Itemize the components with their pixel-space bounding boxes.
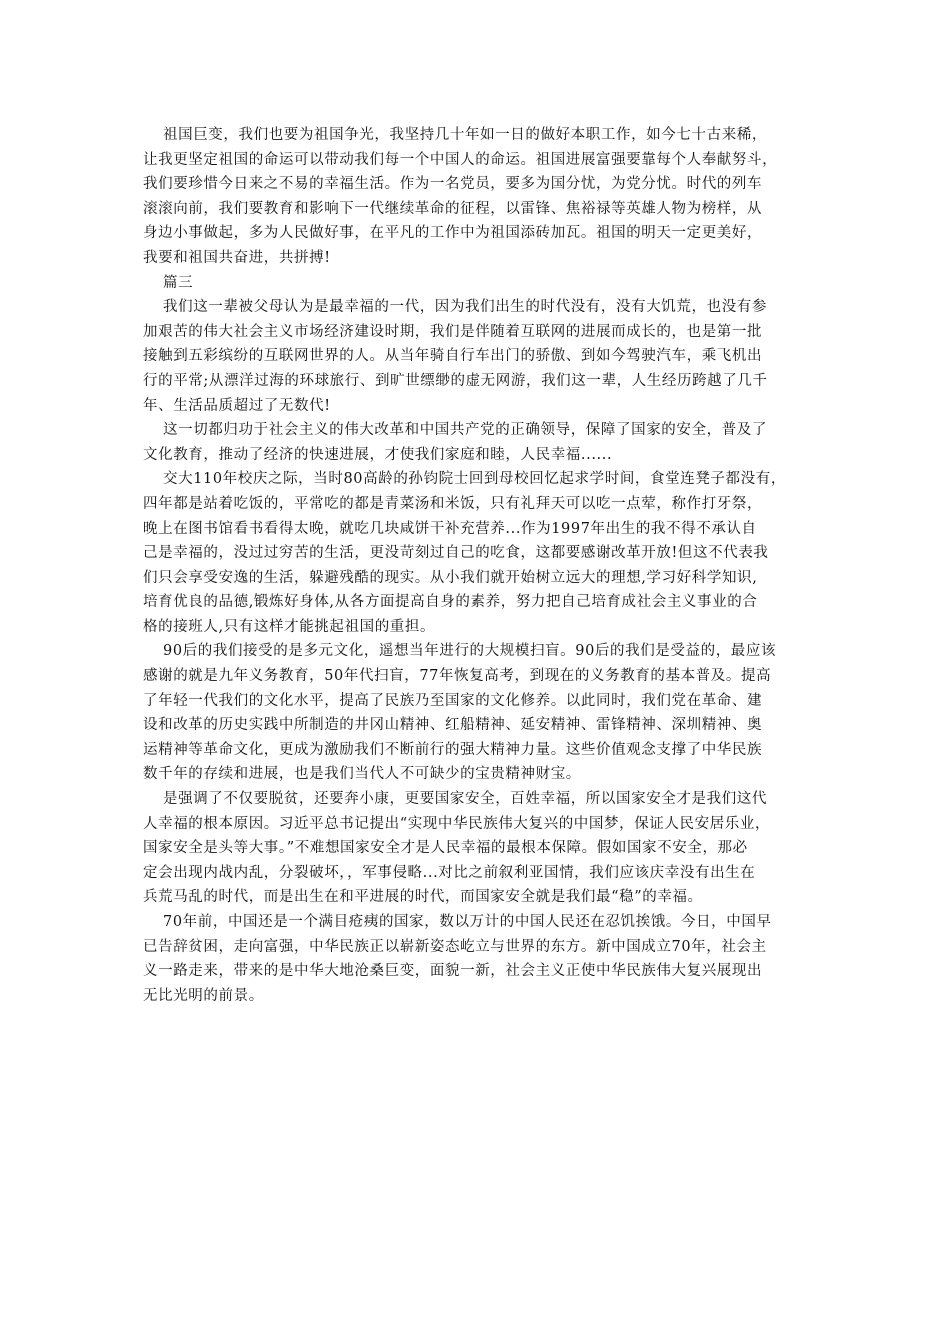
text-line: 格的接班人,只有这样才能挑起祖国的重担。 xyxy=(143,618,436,635)
text-line: 年、生活品质超过了无数代! xyxy=(143,397,331,414)
text-line: 接触到五彩缤纷的互联网世界的人。从当年骑自行车出门的骄傲、到如今驾驶汽车，乘飞机出 xyxy=(143,348,763,365)
text-line: 运精神等革命文化，更成为激励我们不断前行的强大精神力量。这些价值观念支撑了中华民族 xyxy=(143,741,763,758)
paragraph-p1 xyxy=(143,123,811,271)
text-line: 已告辞贫困，走向富强，中华民族正以崭新姿态屹立与世界的东方。新中国成立70年，社会主 xyxy=(143,938,767,955)
text-line: 滚滚向前，我们要教育和影响下一代继续革命的征程，以雷锋、焦裕禄等英雄人物为榜样，从 xyxy=(143,200,763,217)
text-line: 国家安全是头等大事。”不难想国家安全才是人民幸福的最根本保障。假如国家不安全，那必 xyxy=(143,840,748,857)
paragraph-p2 xyxy=(143,295,811,418)
text-line: 我要和祖国共奋进，共拼搏! xyxy=(143,249,331,266)
text-line: 我们要珍惜今日来之不易的幸福生活。作为一名党员，要多为国分忧，为党分忧。时代的列车 xyxy=(143,176,763,193)
text-line: 人幸福的根本原因。习近平总书记提出“实现中华民族伟大复兴的中国梦，保证人民安居乐业， xyxy=(143,815,771,832)
text-line: 培育优良的品德,锻炼好身体,从各方面提高自身的素养，努力把自己培育成社会主义事业的合 xyxy=(143,594,758,611)
text-line: 交大110年校庆之际，当时80高龄的孙钧院士回到母校回忆起求学时间，食堂连凳子都没有， xyxy=(163,471,786,488)
text-line: 行的平常;从漂洋过海的环球旅行、到旷世缥缈的虚无网游，我们这一辈，人生经历跨越了几千 xyxy=(143,372,768,389)
text-line: 文化教育，推动了经济的快速进展，才使我们家庭和睦，人民幸福...... xyxy=(143,446,613,463)
paragraph-p6 xyxy=(143,787,811,910)
text-line: 设和改革的历史实践中所制造的井冈山精神、红船精神、延安精神、雷锋精神、深圳精神、奥 xyxy=(143,717,763,734)
text-line: 我们这一辈被父母认为是最幸福的一代，因为我们出生的时代没有，没有大饥荒，也没有参 xyxy=(163,299,767,316)
text-line: 加艰苦的伟大社会主义市场经济建设时期，我们是伴随着互联网的进展而成长的，也是第一批 xyxy=(143,323,763,340)
paragraph-p3 xyxy=(143,418,811,467)
text-line: 们只会享受安逸的生活，躲避残酷的现实。从小我们就开始树立远大的理想,学习好科学知识, xyxy=(143,569,758,586)
text-line: 数千年的存续和进展，也是我们当代人不可缺少的宝贵精神财宝。 xyxy=(143,766,581,783)
text-line: 四年都是站着吃饭的，平常吃的都是青菜汤和米饭，只有礼拜天可以吃一点荤，称作打牙祭， xyxy=(143,495,763,512)
text-line: 定会出现内战内乱，分裂破坏，，军事侵略...对比之前叙利亚国情，我们应该庆幸没有出生在 xyxy=(143,864,756,881)
text-line: 晚上在图书馆看书看得太晚，就吃几块咸饼干补充营养...作为1997年出生的我不得不承认自 xyxy=(143,520,757,537)
paragraph-p7 xyxy=(143,910,811,1008)
text-line: 义一路走来，带来的是中华大地沧桑巨变，面貌一新，社会主义正使中华民族伟大复兴展现出 xyxy=(143,963,763,980)
text-line: 己是幸福的，没过过穷苦的生活，更没苛刻过自己的吃食，这都要感谢改革开放!但这不代表我 xyxy=(143,545,769,562)
text-line: 兵荒马乱的时代，而是出生在和平进展的时代，而国家安全就是我们最“稳”的幸福。 xyxy=(143,889,703,906)
document-body xyxy=(143,123,811,1008)
text-line: 90后的我们接受的是多元文化，遥想当年进行的大规模扫盲。90后的我们是受益的，最应该 xyxy=(163,643,777,660)
text-line: 篇三 xyxy=(163,274,194,291)
text-line: 身边小事做起，多为人民做好事，在平凡的工作中为祖国添砖加瓦。祖国的明天一定更美好， xyxy=(143,225,763,242)
paragraph-p5 xyxy=(143,639,811,787)
text-line: 无比光明的前景。 xyxy=(143,987,264,1004)
text-line: 祖国巨变，我们也要为祖国争光，我坚持几十年如一日的做好本职工作，如今七十古来稀， xyxy=(163,127,767,143)
text-line: 了年轻一代我们的文化水平，提高了民族乃至国家的文化修养。以此同时，我们党在革命、建 xyxy=(143,692,763,709)
text-line: 是强调了不仅要脱贫，还要奔小康，更要国家安全，百姓幸福，所以国家安全才是我们这代 xyxy=(163,791,767,808)
text-line: 感谢的就是九年义务教育，50年代扫盲，77年恢复高考，到现在的义务教育的基本普及。提高 xyxy=(143,668,772,685)
paragraph-p4 xyxy=(143,467,811,639)
text-line: 让我更坚定祖国的命运可以带动我们每一个中国人的命运。祖国进展富强要靠每个人奉献努斗， xyxy=(143,151,778,168)
text-line: 这一切都归功于社会主义的伟大改革和中国共产党的正确领导，保障了国家的安全，普及了 xyxy=(163,422,767,439)
text-line: 70年前，中国还是一个满目疮痍的国家，数以万计的中国人民还在忍饥挨饿。今日，中国早 xyxy=(163,914,772,930)
section-heading xyxy=(143,271,811,296)
